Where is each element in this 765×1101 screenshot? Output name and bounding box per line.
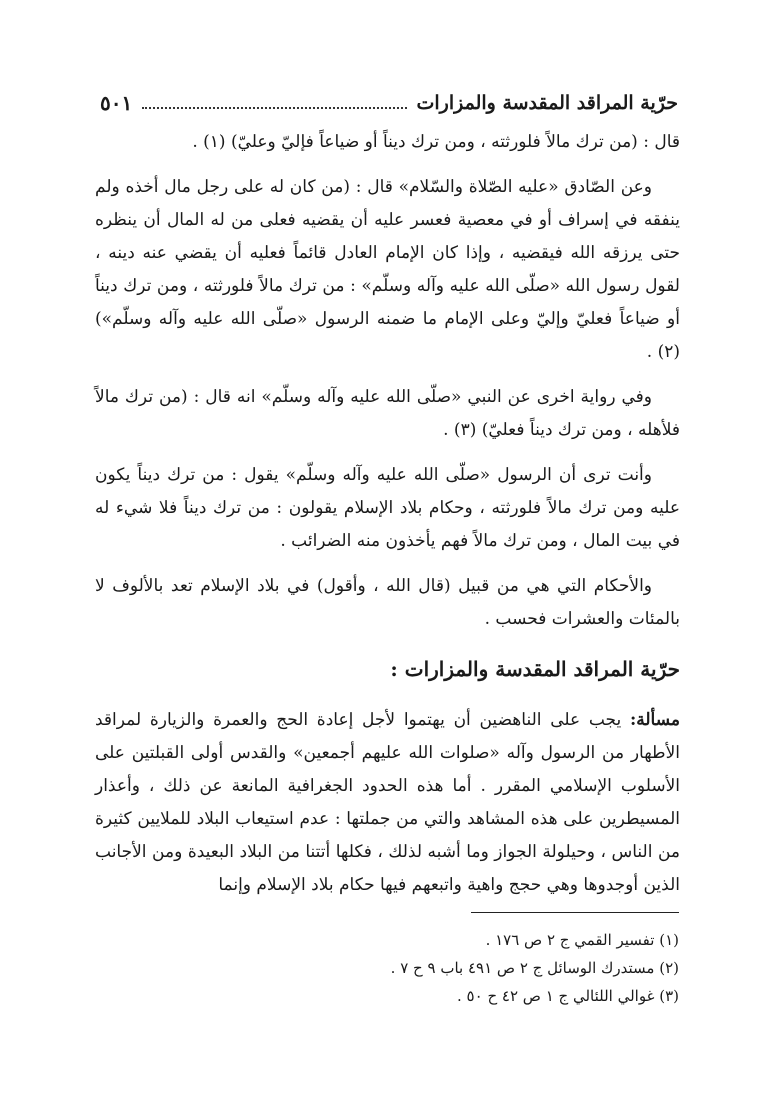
footnote-divider <box>471 912 679 913</box>
masala-label: مسألة: <box>629 710 680 730</box>
masala-paragraph <box>95 704 680 902</box>
leader-dots <box>142 97 406 109</box>
running-title: حرّية المراقد المقدسة والمزارات <box>416 92 678 114</box>
paragraph: والأحكام التي هي من قبيل (قال الله ، وأقول) في بلاد الإسلام تعد بالألوف لا بالمئات والعشرات فحسب . <box>95 576 680 629</box>
body-text <box>95 126 680 902</box>
footnotes <box>259 926 679 1010</box>
footnote-item: (٢) مستدرك الوسائل ج ٢ ص ٤٩١ باب ٩ ح ٧ . <box>390 959 679 977</box>
section-heading: حرّية المراقد المقدسة والمزارات : <box>390 657 680 681</box>
running-header <box>100 86 678 120</box>
paragraph: وأنت ترى أن الرسول «صلّى الله عليه وآله وسلّم» يقول : من ترك ديناً يكون عليه ومن ترك مالاً فلورثته ، وحكام بلاد الإسلام يقولون : من ترك ديناً فلا شيء له في بيت المال ، ومن ترك مالاً فهم يأخذون منه الضرائب . <box>95 465 680 551</box>
paragraph: قال : (من ترك مالاً فلورثته ، ومن ترك ديناً أو ضياعاً فإليّ وعليّ) (١) . <box>192 132 680 152</box>
masala-text: يجب على الناهضين أن يهتموا لأجل إعادة الحج والعمرة والزيارة لمراقد الأطهار من الرسول وآله «صلوات الله عليهم أجمعين» والقدس أولى القبلتين على الأسلوب الإسلامي المقرر . أما هذه الحدود الجغرافية المانعة عن ذلك ، وأعذار المسيطرين على هذه المشاهد والتي من جملتها : عدم استيعاب البلاد للملايين كثيرة من الناس ، وحيلولة الجواز وما أشبه لذلك ، فكلها أتتنا من البلاد البعيدة ومن الأجانب الذين أوجدوها وهي حجج واهية واتبعهم فيها حكام بلاد الإسلام وإنما <box>95 710 680 895</box>
paragraph: وفي رواية اخرى عن النبي «صلّى الله عليه وآله وسلّم» انه قال : (من ترك مالاً فلأهله ، ومن ترك ديناً فعليّ) (٣) . <box>95 387 680 440</box>
footnote-item: (٣) غوالي اللئالي ج ١ ص ٤٢ ح ٥٠ . <box>457 987 679 1005</box>
page-number: ٥٠١ <box>100 91 133 115</box>
paragraph: وعن الصّادق «عليه الصّلاة والسّلام» قال : (من كان له على رجل مال أخذه ولم ينفقه في إسراف أو في معصية فعسر عليه أن يقضيه فعلى من له المال أن ينظره حتى يرزقه الله فيقضيه ، وإذا كان الإمام العادل قائماً فعليه أن يقضي عنه دينه ، لقول رسول الله «صلّى الله عليه وآله وسلّم» : من ترك مالاً فلورثته ، ومن ترك ديناً أو ضياعاً فعليّ وإليّ وعلى الإمام ما ضمنه الرسول «صلّى الله عليه وآله وسلّم») (٢) . <box>95 177 680 362</box>
footnote-item: (١) تفسير القمي ج ٢ ص ١٧٦ . <box>485 931 679 949</box>
